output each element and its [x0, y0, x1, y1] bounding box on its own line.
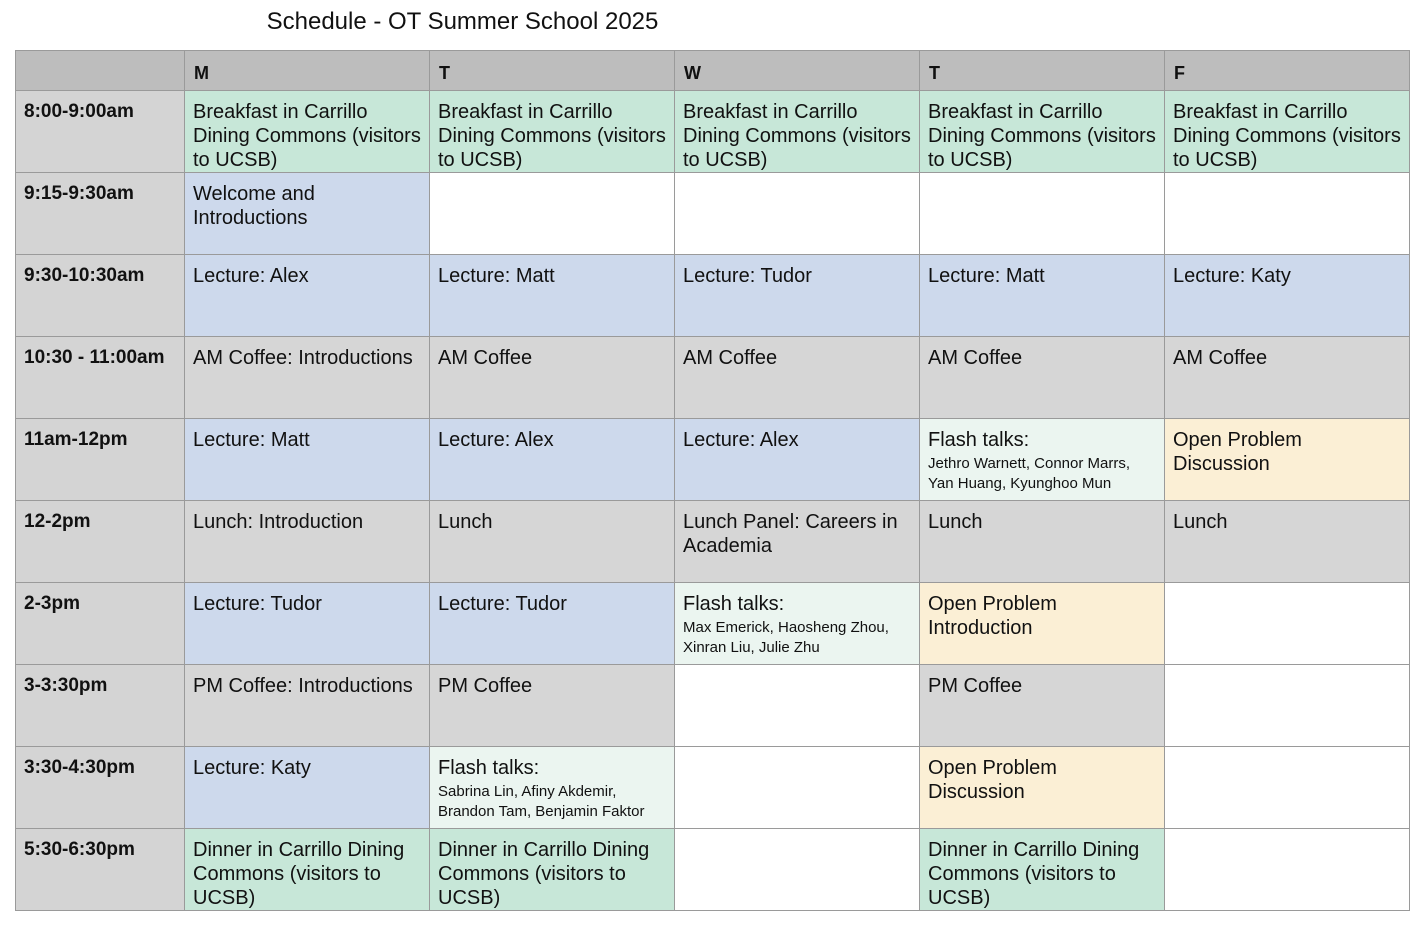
event-title: Lecture: Matt [438, 265, 555, 287]
event-cell-meal [675, 91, 920, 173]
event-title: Open Problem Discussion [1173, 429, 1302, 475]
event-cell-coffee [675, 501, 920, 583]
event-cell-lecture [185, 419, 430, 501]
event-cell-empty [675, 173, 920, 255]
event-cell-flash [920, 419, 1165, 501]
event-cell-coffee [430, 665, 675, 747]
corner-cell [16, 51, 185, 91]
schedule-row [16, 665, 1410, 747]
event-title: Lecture: Tudor [193, 593, 322, 615]
event-title: Lunch [438, 511, 493, 533]
event-title: Lunch [928, 511, 983, 533]
day-header-monday: M [185, 51, 430, 91]
event-title: Lecture: Matt [193, 429, 310, 451]
event-title: Lecture: Katy [193, 757, 311, 779]
time-slot-label: 5:30-6:30pm [16, 829, 185, 911]
event-cell-coffee [185, 501, 430, 583]
event-title: Lecture: Tudor [438, 593, 567, 615]
event-cell-meal [185, 91, 430, 173]
event-cell-empty [1165, 173, 1410, 255]
event-title: Lecture: Alex [193, 265, 309, 287]
event-cell-empty [675, 747, 920, 829]
event-title: AM Coffee: Introductions [193, 347, 413, 369]
event-cell-coffee [430, 337, 675, 419]
event-title: Dinner in Carrillo Dining Commons (visitors to UCSB) [193, 839, 405, 909]
schedule-header [16, 51, 1410, 91]
event-cell-coffee [430, 501, 675, 583]
event-cell-coffee [185, 665, 430, 747]
event-cell-empty [430, 173, 675, 255]
event-title: Breakfast in Carrillo Dining Commons (visitors to UCSB) [438, 101, 666, 171]
event-title: Lunch [1173, 511, 1228, 533]
event-cell-coffee [920, 665, 1165, 747]
event-cell-meal [430, 829, 675, 911]
flash-talk-speakers: Jethro Warnett, Connor Marrs, Yan Huang, Kyunghoo Mun [928, 455, 1131, 492]
time-slot-label: 12-2pm [16, 501, 185, 583]
day-header-friday: F [1165, 51, 1410, 91]
event-title: Flash talks: [683, 593, 785, 615]
event-title: AM Coffee [683, 347, 778, 369]
time-slot-label: 11am-12pm [16, 419, 185, 501]
header-row [16, 51, 1410, 91]
event-title: AM Coffee [1173, 347, 1268, 369]
schedule-row [16, 255, 1410, 337]
event-cell-flash [675, 583, 920, 665]
event-cell-lecture [1165, 255, 1410, 337]
flash-talk-speakers: Sabrina Lin, Afiny Akdemir, Brandon Tam, Benjamin Faktor [438, 783, 645, 820]
event-cell-meal [920, 91, 1165, 173]
event-title: Lecture: Matt [928, 265, 1045, 287]
event-title: Lecture: Tudor [683, 265, 812, 287]
event-cell-coffee [920, 337, 1165, 419]
event-cell-lecture [675, 255, 920, 337]
schedule-row [16, 419, 1410, 501]
event-cell-empty [675, 665, 920, 747]
event-cell-coffee [1165, 337, 1410, 419]
event-cell-flash [430, 747, 675, 829]
event-title: Lecture: Katy [1173, 265, 1291, 287]
event-cell-meal [920, 829, 1165, 911]
day-header-thursday: T [920, 51, 1165, 91]
event-title: Breakfast in Carrillo Dining Commons (visitors to UCSB) [683, 101, 911, 171]
schedule-row [16, 173, 1410, 255]
time-slot-label: 9:15-9:30am [16, 173, 185, 255]
day-header-wednesday: W [675, 51, 920, 91]
time-slot-label: 2-3pm [16, 583, 185, 665]
schedule-row [16, 337, 1410, 419]
event-cell-open [920, 583, 1165, 665]
event-cell-empty [1165, 583, 1410, 665]
event-cell-coffee [185, 337, 430, 419]
event-title: Dinner in Carrillo Dining Commons (visitors to UCSB) [928, 839, 1140, 909]
event-title: AM Coffee [928, 347, 1023, 369]
event-title: Lunch Panel: Careers in Academia [683, 511, 898, 557]
schedule-row [16, 91, 1410, 173]
event-cell-coffee [1165, 501, 1410, 583]
time-slot-label: 8:00-9:00am [16, 91, 185, 173]
schedule-row [16, 501, 1410, 583]
schedule-row [16, 583, 1410, 665]
event-cell-coffee [920, 501, 1165, 583]
time-slot-label: 10:30 - 11:00am [16, 337, 185, 419]
time-slot-label: 9:30-10:30am [16, 255, 185, 337]
schedule-row [16, 829, 1410, 911]
event-title: PM Coffee [438, 675, 533, 697]
schedule-row [16, 747, 1410, 829]
event-title: PM Coffee [928, 675, 1023, 697]
event-cell-lecture [675, 419, 920, 501]
event-title: AM Coffee [438, 347, 533, 369]
event-cell-meal [1165, 91, 1410, 173]
event-title: Open Problem Introduction [928, 593, 1057, 639]
event-cell-lecture [185, 583, 430, 665]
event-cell-lecture [185, 173, 430, 255]
event-cell-empty [1165, 747, 1410, 829]
event-cell-empty [1165, 829, 1410, 911]
event-cell-open [1165, 419, 1410, 501]
event-cell-empty [1165, 665, 1410, 747]
event-title: Welcome and Introductions [193, 183, 315, 229]
page-title: Schedule - OT Summer School 2025 [266, 8, 659, 35]
event-title: Flash talks: [928, 429, 1030, 451]
event-title: Lecture: Alex [438, 429, 554, 451]
time-slot-label: 3-3:30pm [16, 665, 185, 747]
event-title: Lunch: Introduction [193, 511, 364, 533]
flash-talk-speakers: Max Emerick, Haosheng Zhou, Xinran Liu, Julie Zhu [683, 619, 889, 656]
event-title: Lecture: Alex [683, 429, 799, 451]
event-title: Breakfast in Carrillo Dining Commons (visitors to UCSB) [928, 101, 1156, 171]
event-cell-empty [920, 173, 1165, 255]
event-title: Breakfast in Carrillo Dining Commons (visitors to UCSB) [1173, 101, 1401, 171]
event-cell-lecture [430, 583, 675, 665]
event-cell-meal [430, 91, 675, 173]
event-cell-lecture [185, 255, 430, 337]
event-cell-lecture [430, 255, 675, 337]
event-cell-meal [185, 829, 430, 911]
event-title: Flash talks: [438, 757, 540, 779]
event-title: Breakfast in Carrillo Dining Commons (visitors to UCSB) [193, 101, 421, 171]
event-cell-coffee [675, 337, 920, 419]
event-cell-open [920, 747, 1165, 829]
event-title: Dinner in Carrillo Dining Commons (visitors to UCSB) [438, 839, 650, 909]
schedule-body [16, 91, 1410, 911]
event-cell-lecture [430, 419, 675, 501]
time-slot-label: 3:30-4:30pm [16, 747, 185, 829]
event-cell-lecture [185, 747, 430, 829]
event-title: PM Coffee: Introductions [193, 675, 413, 697]
event-title: Open Problem Discussion [928, 757, 1057, 803]
day-header-tuesday: T [430, 51, 675, 91]
event-cell-empty [675, 829, 920, 911]
schedule-table [15, 50, 1410, 911]
event-cell-lecture [920, 255, 1165, 337]
